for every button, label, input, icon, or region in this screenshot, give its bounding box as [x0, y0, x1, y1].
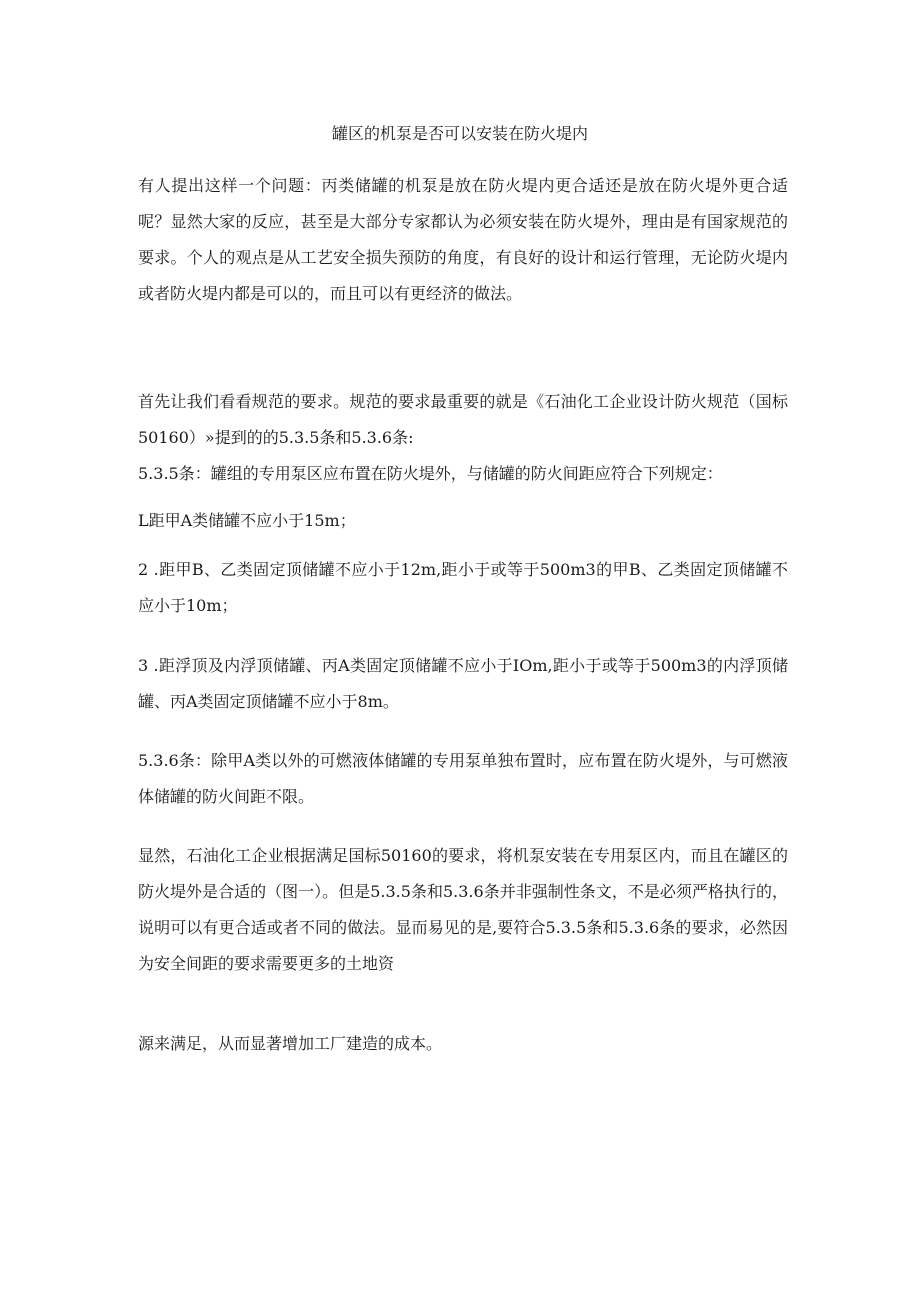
paragraph-item-1: L距甲A类储罐不应小于15m；: [138, 511, 356, 530]
paragraph-item-3: 3 .距浮顶及内浮顶储罐、丙A类固定顶储罐不应小于IOm,距小于或等于500m3的内浮顶储罐、丙A类固定顶储罐不应小于8m。: [138, 656, 788, 711]
paragraph-conclusion: 源来满足，从而显著增加工厂建造的成本。: [138, 1034, 443, 1053]
paragraph-item-2: 2 .距甲B、乙类固定顶储罐不应小于12m,距小于或等于500m3的甲B、乙类固定顶储罐不应小于10m；: [138, 560, 788, 615]
document-title: 罐区的机泵是否可以安装在防火堤内: [331, 124, 588, 143]
paragraph-standard-intro: 首先让我们看看规范的要求。规范的要求最重要的就是《石油化工企业设计防火规范（国标50160）»提到的的5.3.5条和5.3.6条:: [138, 392, 788, 447]
paragraph-analysis: 显然，石油化工企业根据满足国标50160的要求，将机泵安装在专用泵区内，而且在罐区的防火堤外是合适的（图一）。但是5.3.5条和5.3.6条并非强制性条文，不是必须严格执行的，说明可以有更合适或者不同的做法。显而易见的是,要符合5.3.5条和5.3.6条的要求，必然因为安全间距的要求需要更多的土地资: [138, 846, 788, 973]
paragraph-clause-535: 5.3.5条：罐组的专用泵区应布置在防火堤外，与储罐的防火间距应符合下列规定：: [138, 464, 723, 483]
paragraph-clause-536: 5.3.6条：除甲A类以外的可燃液体储罐的专用泵单独布置时，应布置在防火堤外，与可燃液体储罐的防火间距不限。: [138, 751, 788, 806]
paragraph-question: 有人提出这样一个问题：丙类储罐的机泵是放在防火堤内更合适还是放在防火堤外更合适呢？显然大家的反应，甚至是大部分专家都认为必须安装在防火堤外，理由是有国家规范的要求。个人的观点是从工艺安全损失预防的角度，有良好的设计和运行管理，无论防火堤内或者防火堤内都是可以的，而且可以有更经济的做法。: [138, 176, 788, 303]
